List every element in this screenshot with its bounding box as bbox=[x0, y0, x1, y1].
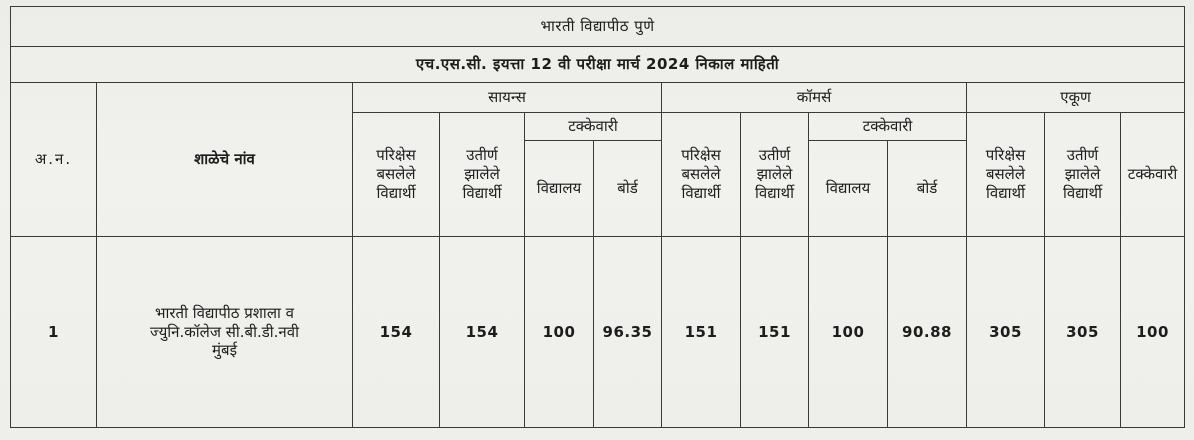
science-passed-cell: 154 bbox=[440, 237, 525, 428]
header-line: बसलेले bbox=[681, 165, 721, 184]
science-school-percentage-header: विद्यालय bbox=[525, 141, 594, 237]
science-percentage-header: टक्केवारी bbox=[525, 113, 662, 141]
commerce-board-percentage-cell: 90.88 bbox=[888, 237, 967, 428]
school-name-line: ज्युनि.कॉलेज सी.बी.डी.नवी bbox=[150, 322, 299, 341]
header-line: विद्यार्थी bbox=[1062, 183, 1103, 202]
school-name-header: शाळेचे नांव bbox=[97, 83, 353, 237]
commerce-passed-cell: 151 bbox=[741, 237, 809, 428]
school-name-line: भारती विद्यापीठ प्रशाला व bbox=[154, 303, 294, 322]
science-group-header: सायन्स bbox=[353, 83, 662, 113]
science-appeared-cell: 154 bbox=[353, 237, 440, 428]
header-line: परिक्षेस bbox=[376, 146, 416, 165]
commerce-school-percentage-header: विद्यालय bbox=[809, 141, 888, 237]
header-line: विद्यार्थी bbox=[376, 183, 416, 202]
science-school-percentage-cell: 100 bbox=[525, 237, 594, 428]
header-line: परिक्षेस bbox=[681, 146, 721, 165]
commerce-passed-header bbox=[741, 113, 809, 237]
science-board-percentage-cell: 96.35 bbox=[594, 237, 662, 428]
commerce-group-header: कॉमर्स bbox=[662, 83, 967, 113]
total-appeared-header bbox=[967, 113, 1045, 237]
science-board-percentage-header: बोर्ड bbox=[594, 141, 662, 237]
header-line: विद्यार्थी bbox=[985, 183, 1026, 202]
header-line: विद्यार्थी bbox=[681, 183, 721, 202]
school-name-cell bbox=[97, 237, 353, 428]
total-passed-cell: 305 bbox=[1045, 237, 1121, 428]
total-percentage-cell: 100 bbox=[1121, 237, 1185, 428]
header-line: परिक्षेस bbox=[985, 146, 1026, 165]
header-line: झालेले bbox=[464, 165, 500, 184]
total-group-header: एकूण bbox=[967, 83, 1185, 113]
total-passed-header bbox=[1045, 113, 1121, 237]
header-line: उतीर्ण bbox=[1066, 146, 1099, 165]
commerce-school-percentage-cell: 100 bbox=[809, 237, 888, 428]
header-line: बसलेले bbox=[376, 165, 416, 184]
commerce-appeared-header bbox=[662, 113, 741, 237]
science-appeared-header bbox=[353, 113, 440, 237]
header-line: उतीर्ण bbox=[758, 146, 791, 165]
document-title: भारती विद्यापीठ पुणे bbox=[11, 7, 1185, 47]
serial-number-header: अ.न. bbox=[11, 83, 97, 237]
commerce-appeared-cell: 151 bbox=[662, 237, 741, 428]
header-line: बसलेले bbox=[985, 165, 1026, 184]
header-line: झालेले bbox=[1064, 165, 1101, 184]
serial-number-cell: 1 bbox=[11, 237, 97, 428]
document-subtitle: एच.एस.सी. इयत्ता 12 वी परीक्षा मार्च 2024 निकाल माहिती bbox=[11, 47, 1185, 83]
header-line: विद्यार्थी bbox=[462, 183, 502, 202]
commerce-percentage-header: टक्केवारी bbox=[809, 113, 967, 141]
header-line: विद्यार्थी bbox=[754, 183, 795, 202]
result-table bbox=[10, 6, 1185, 428]
header-line: झालेले bbox=[756, 165, 793, 184]
header-line: उतीर्ण bbox=[466, 146, 498, 165]
science-passed-header bbox=[440, 113, 525, 237]
total-percentage-header: टक्केवारी bbox=[1121, 113, 1185, 237]
table-row bbox=[11, 237, 1185, 428]
commerce-board-percentage-header: बोर्ड bbox=[888, 141, 967, 237]
total-appeared-cell: 305 bbox=[967, 237, 1045, 428]
school-name-line: मुंबई bbox=[212, 341, 237, 360]
